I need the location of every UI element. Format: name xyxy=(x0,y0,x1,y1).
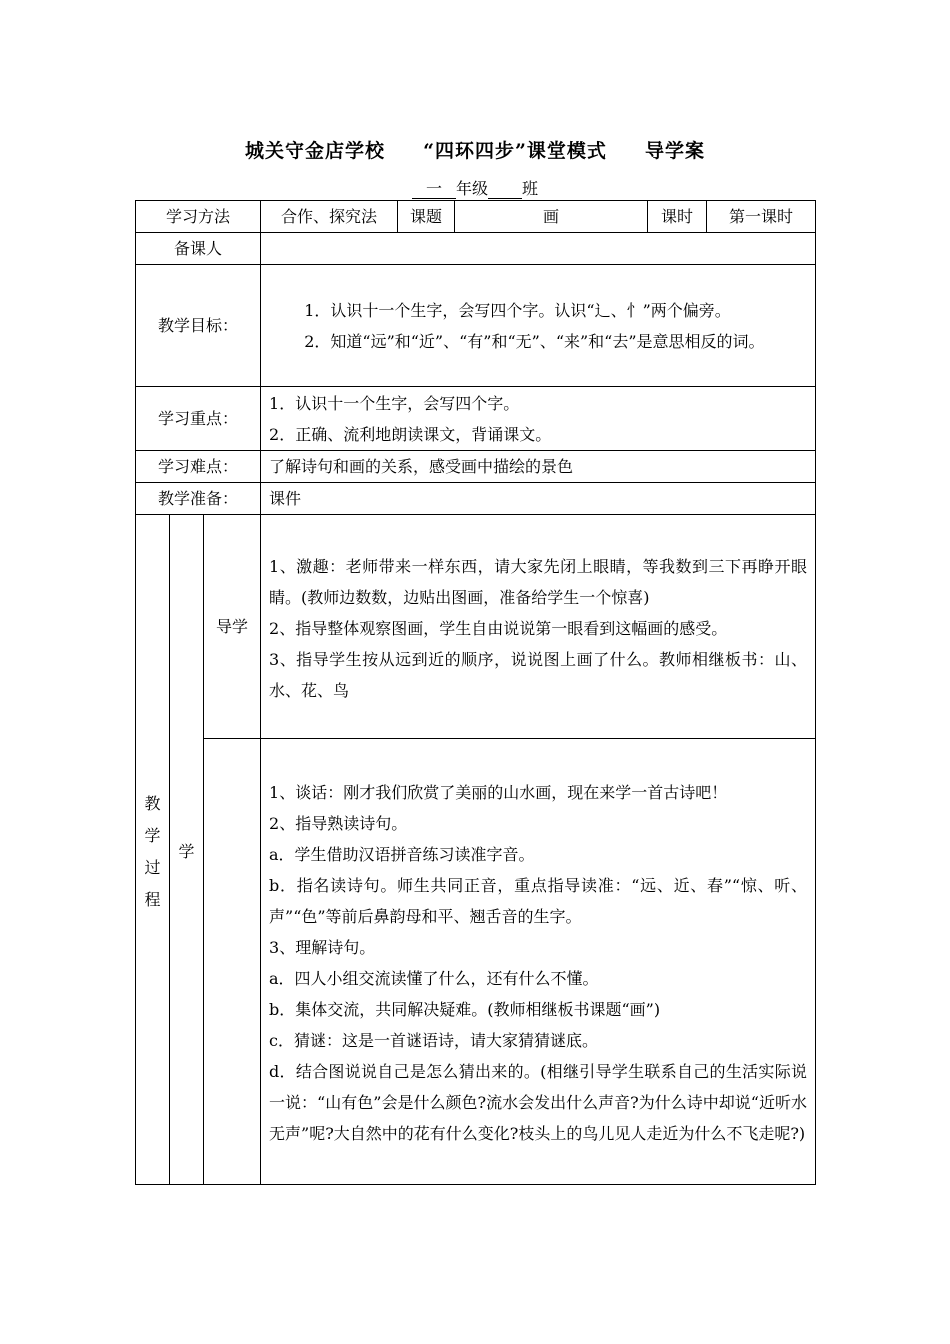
key-points-label: 学习重点： xyxy=(136,387,261,451)
grade-value: 一 xyxy=(412,180,456,199)
study-line: 1、谈话：刚才我们欣赏了美丽的山水画，现在来学一首古诗吧！ xyxy=(269,782,728,802)
school-name: 城关守金店学校 xyxy=(244,140,385,162)
key-points-content xyxy=(261,387,816,451)
doc-type: 导学案 xyxy=(645,140,706,162)
grade-class-line xyxy=(0,176,950,199)
process-row-study xyxy=(136,739,816,1185)
teaching-mode: “四环四步”课堂模式 xyxy=(423,140,607,162)
preparation-label: 教学准备： xyxy=(136,483,261,515)
lesson-plan-table xyxy=(135,200,816,1185)
study-line: a．四人小组交流读懂了什么，还有什么不懂。 xyxy=(269,968,599,988)
process-label xyxy=(136,515,170,1185)
difficulty-row xyxy=(136,451,816,483)
key-point-2: 2．正确、流利地朗读课文，背诵课文。 xyxy=(269,424,552,444)
method-label: 学习方法 xyxy=(136,201,261,233)
study-line: 2、指导熟读诗句。 xyxy=(269,813,408,833)
difficulty-label: 学习难点： xyxy=(136,451,261,483)
process-sub-label xyxy=(170,515,204,1185)
preparer-label: 备课人 xyxy=(136,233,261,265)
period-label: 课时 xyxy=(648,201,707,233)
class-blank xyxy=(488,180,522,199)
goals-row xyxy=(136,265,816,387)
goals-label: 教学目标： xyxy=(136,265,261,387)
topic-label: 课题 xyxy=(398,201,455,233)
study-line: a．学生借助汉语拼音练习读准字音。 xyxy=(269,844,535,864)
process-row-guide xyxy=(136,515,816,739)
study-line: c．猜谜：这是一首谜语诗，请大家猜猜谜底。 xyxy=(269,1030,598,1050)
guide-step-1: 1、激趣：老师带来一样东西，请大家先闭上眼睛，等我数到三下再睁开眼睛。(教师边数数，边贴出图画，准备给学生一个惊喜) xyxy=(269,557,808,607)
process-label-char: 学 xyxy=(144,825,161,845)
document-title xyxy=(0,136,950,163)
stage-label-guide: 导学 xyxy=(204,515,261,739)
key-point-1: 1．认识十一个生字，会写四个字。 xyxy=(269,393,520,413)
study-line: 3、理解诗句。 xyxy=(269,937,376,957)
study-line: b．指名读诗句。师生共同正音，重点指导读准：“远、近、春”“惊、听、声”“色”等前后鼻韵母和平、翘舌音的生字。 xyxy=(269,875,808,926)
study-line: b．集体交流，共同解决疑难。(教师相继板书课题“画”) xyxy=(269,999,661,1019)
stage-label-study xyxy=(204,739,261,1185)
goal-item-1: 1．认识十一个生字，会写四个字。认识“辶、忄”两个偏旁。 xyxy=(304,300,731,320)
process-label-char: 程 xyxy=(144,889,161,909)
stage-content-study xyxy=(261,739,816,1185)
preparer-row xyxy=(136,233,816,265)
method-row xyxy=(136,201,816,233)
preparer-value xyxy=(261,233,816,265)
method-value: 合作、探究法 xyxy=(261,201,398,233)
process-label-char: 教 xyxy=(144,793,161,813)
study-line: d．结合图说说自己是怎么猜出来的。(相继引导学生联系自己的生活实际说一说：“山有色”会是什么颜色?流水会发出什么声音?为什么诗中却说“近听水无声”呢?大自然中的花有什么变化?枝头上的鸟儿见人走近为什么不飞走呢?) xyxy=(269,1061,808,1143)
period-value: 第一课时 xyxy=(707,201,816,233)
grade-label: 年级 xyxy=(455,179,488,198)
goals-content xyxy=(261,265,816,387)
preparation-value: 课件 xyxy=(261,483,816,515)
process-sub-char: 学 xyxy=(178,841,195,861)
preparation-row xyxy=(136,483,816,515)
stage-content-guide xyxy=(261,515,816,739)
guide-step-2: 2、指导整体观察图画，学生自由说说第一眼看到这幅画的感受。 xyxy=(269,619,728,638)
difficulty-value: 了解诗句和画的关系，感受画中描绘的景色 xyxy=(261,451,816,483)
process-label-char: 过 xyxy=(144,857,161,877)
goal-item-2: 2．知道“远”和“近”、“有”和“无”、“来”和“去”是意思相反的词。 xyxy=(304,331,765,351)
key-points-row xyxy=(136,387,816,451)
class-label: 班 xyxy=(522,179,539,198)
topic-value: 画 xyxy=(455,201,648,233)
guide-step-3: 3、指导学生按从远到近的顺序，说说图上画了什么。教师相继板书：山、水、花、鸟 xyxy=(269,650,808,700)
